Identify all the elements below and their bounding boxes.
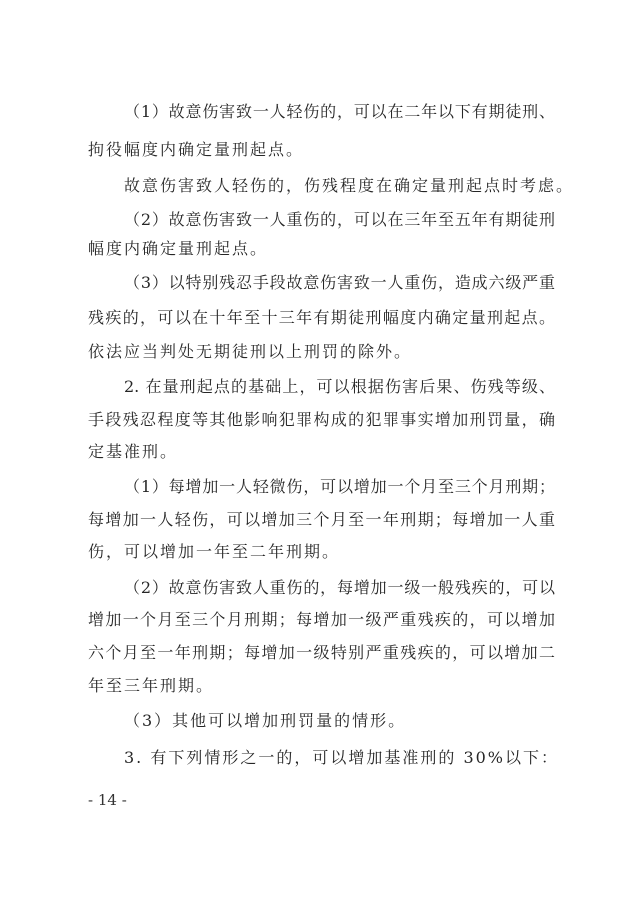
text-line: （2）故意伤害致人重伤的，每增加一级一般残疾的，可以 (124, 578, 555, 597)
text-line: 定基准刑。 (88, 442, 179, 461)
text-line: 幅度内确定量刑起点。 (88, 239, 269, 258)
text-line: 增加一个月至三个月刑期；每增加一级严重残疾的，可以增加 (88, 610, 555, 629)
text-line: 故意伤害致人轻伤的，伤残程度在确定量刑起点时考虑。 (124, 176, 575, 195)
text-line: （1）故意伤害致一人轻伤的，可以在二年以下有期徒刑、 (124, 102, 555, 121)
text-line: 六个月至一年刑期；每增加一级特别严重残疾的，可以增加二 (88, 643, 555, 662)
text-line: 依法应当判处无期徒刑以上刑罚的除外。 (88, 342, 413, 361)
text-line: 伤，可以增加一年至二年刑期。 (88, 542, 341, 561)
text-line: 手段残忍程度等其他影响犯罪构成的犯罪事实增加刑罚量，确 (88, 410, 555, 429)
text-line: 残疾的，可以在十年至十三年有期徒刑幅度内确定量刑起点。 (88, 308, 555, 327)
text-line: 每增加一人轻伤，可以增加三个月至一年刑期；每增加一人重 (88, 510, 555, 529)
text-line: 拘役幅度内确定量刑起点。 (88, 140, 305, 159)
text-line: （1）每增加一人轻微伤，可以增加一个月至三个月刑期； (124, 477, 555, 496)
text-line: 3. 有下列情形之一的，可以增加基准刑的 30%以下： (124, 748, 560, 767)
text-line: （3）以特别残忍手段故意伤害致一人重伤，造成六级严重 (124, 273, 555, 292)
page-number: - 14 - (88, 791, 127, 809)
text-line: 2. 在量刑起点的基础上，可以根据伤害后果、伤残等级、 (124, 377, 555, 396)
text-line: （3）其他可以增加刑罚量的情形。 (124, 711, 407, 730)
text-line: （2）故意伤害致一人重伤的，可以在三年至五年有期徒刑 (124, 210, 555, 229)
text-line: 年至三年刑期。 (88, 676, 215, 695)
